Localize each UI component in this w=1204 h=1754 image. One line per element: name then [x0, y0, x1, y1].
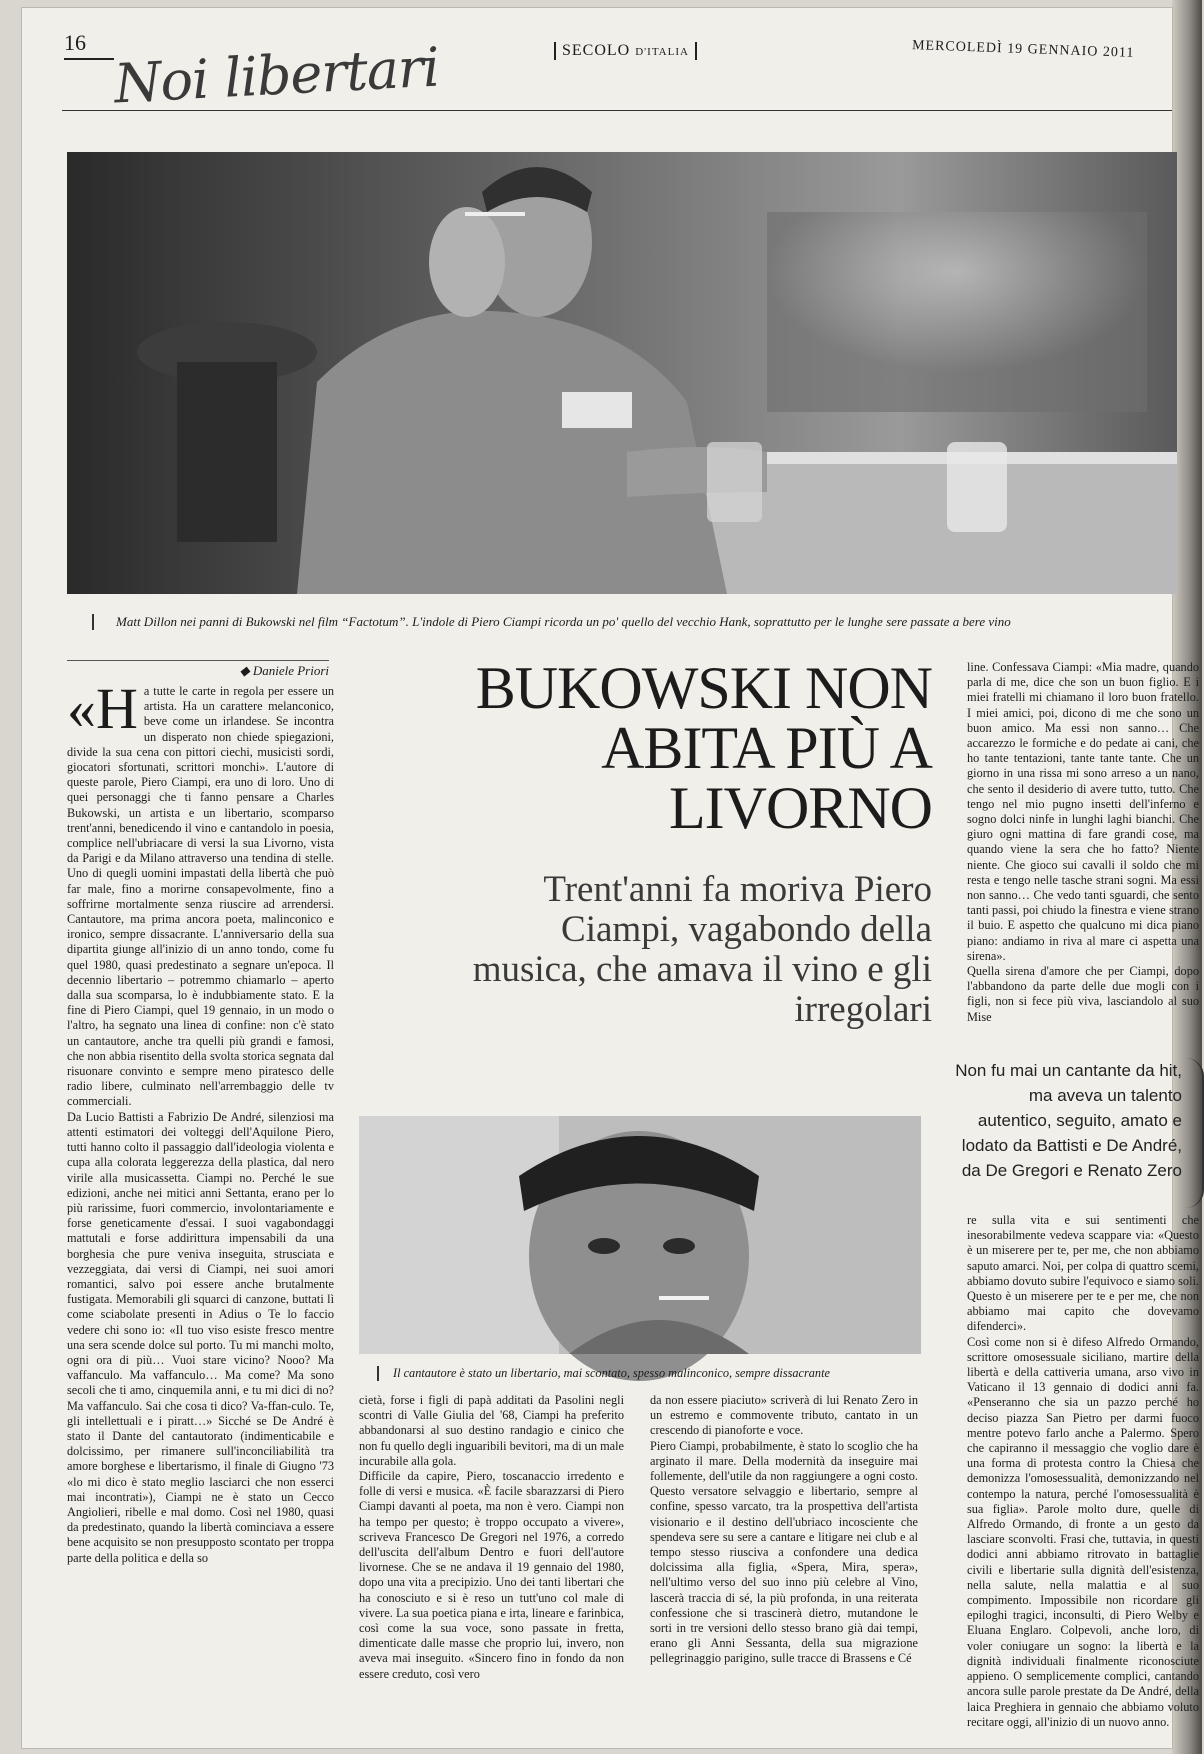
article-column-1: [67, 676, 334, 1744]
newspaper-page: [22, 8, 1199, 1748]
dropcap: «H: [67, 676, 138, 741]
pull-quote: [952, 1058, 1200, 1183]
newspaper-name-main: SECOLO: [562, 42, 631, 59]
photo-piero-ciampi: [359, 1116, 921, 1354]
header-rule: [62, 110, 1172, 111]
page-number: 16: [64, 30, 86, 55]
author-name: Daniele Priori: [252, 663, 329, 678]
article-text-col4a: line. Confessava Ciampi: «Mia madre, quando parla di me, dice che son un buon figlio. E i miei fratelli mi chiamano il loro buon fratello. I miei amici, poi, dicono di me che sono un buon amico. Ma essi non sanno… Che accarezzo le formiche e do pedate ai cani, che ho tante tentazioni, tante tante tante. Che un giorno in una rissa mi sono arreso a un nano, che sento il desiderio di avere tutto, tutto. Che tengo nel mio pugno insetti dell'inferno e sogno dolci ninfe in lunghi laghi bianchi. Che giuro ogni mattina di fare grandi cose, ma quando viene la sera che ho fatto? Niente niente. Che gioco sui cavalli il soldo che mi resta e tengo nelle tasche strani sogni. Ma essi non sanno… Che vedo tanti sguardi, che sento tanti passi, poi chiudo la finestra e viene strano il buio. E aspetto che qualcuno mi dica piano piano: andiamo in riva al mare ci aspetta una sirena». Quella sirena d'amore che per Ciampi, dopo l'abbandono da parte delle due mogli con i figli, non si fece più viva, lasciandolo al suo Mise: [967, 660, 1199, 1024]
page-number-rule: [64, 58, 114, 60]
subheadline: Trent'anni fa moriva Piero Ciampi, vagabondo della musica, che amava il vino e gli irregolari: [472, 869, 932, 1030]
newspaper-name-suffix: D'ITALIA: [635, 46, 689, 58]
article-column-3: [650, 1393, 918, 1743]
headline: BUKOWSKI NON ABITA PIÙ A LIVORNO: [475, 655, 932, 841]
article-text-col1: a tutte le carte in regola per essere un artista. Ha un carattere melanconico, beve come un irlandese. Se incontra un disperato non chiede spiegazioni, divide la sua cena con pittori ciechi, musicisti sordi, giocatori sfortunati, scrittori monchi». L'autore di queste parole, Piero Ciampi, era uno di loro. Uno di quei personaggi che ti fanno pensare a Charles Bukowski, un artista e un libertario, scomparso trent'anni, benedicendo il vino e cantandolo in poesia, complice nell'ubriacare di versi la sua Livorno, vista da Parigi e da Milano attraverso una tendina di stelle. Uno di quegli uomini impastati della libertà che può far male, fino a morirne consapevolmente, fino a soffrirne mortalmente senza riuscire ad arrendersi. Cantautore, ma prima ancora poeta, malinconico e ironico, sempre dissacrante. L'anniversario della sua dipartita giunge all'inizio di un anno tondo, come fu quel 1980, quasi predestinato a segnare un'epoca. Il decennio libertario – potremmo chiamarlo – aperto dalla sua scomparsa, lo è indubbiamente stato. E la fine di Piero Ciampi, quel 19 gennaio, in un modo o l'altro, ha segnato una linea di confine: non c'è stato un cantautore, anche tra quelli più grandi e famosi, che non abbia risentito della svolta storica segnata dal risuonare convinto e sempre meno piratesco delle radio libere, culminato nell'arrembaggio delle tv commerciali. Da Lucio Battisti a Fabrizio De André, silenziosi ma attenti estimatori dei volteggi dell'Aquilone Piero, tutti hanno colto il passaggio dall'ideologia violenta e cupa alla colorata leggerezza della plastica, dal nero virile alla musicassetta. Ciampi no. Perché le sue edizioni, anche nei mitici anni Settanta, erano per lo più rarissime, fuori commercio, involontariamente e forse geneticamente d'essai. I suoi vagabondaggi mattutali e forse addirittura impensabili da una borghesia che pure veniva inseguita, strusciata e vezzeggiata, dai versi di Ciampi, nei suoi amori romantici, salvo poi essere anche brutalmente fustigata. Memorabili gli squarci di canzone, buttati lì come sciabolate presenti in Adius o Te lo faccio vedere chi sono io: «Il tuo viso esiste fresco mentre una sera scende dolce sul porto. Tu mi manchi molto, ogni ora di più… Vuoi stare vicino? Nooo? Ma vaffanculo. Ma vaffanculo… Ma come? Ma sono secoli che ti amo, cinquemila anni, e tu mi dici di no? Ma vaffanculo. Sai che cosa ti dico? Va-ffan-culo. Te, gli intellettuali e i piratt…» Sicché se De André è stato il Dante del cantautorato (indimenticabile e dolcissimo, per rimanere sull'inconciliabilità tra amore borghese e libertarismo, il finale di Giugno '73 «lo mi dico è stato meglio lasciarci che non esserci mai incontrati»), Ciampi ne è stato un Cecco Angiolieri, ribelle e mal domo. Così nel 1980, quasi da predestinato, quando la libertà cominciava a essere bene acquisito se non presupposto scontato per troppa parte della politica e della so: [67, 684, 334, 1565]
photo-matt-dillon: [67, 152, 1177, 594]
pull-quote-text: Non fu mai un cantante da hit, ma aveva un talento autentico, seguito, amato e lodato da Battisti e De André, da De Gregori e Renato Zero: [955, 1061, 1182, 1180]
article-column-4-bottom: [967, 1213, 1199, 1743]
pull-quote-bracket: [1186, 1058, 1204, 1208]
article-text-col4b: re sulla vita e sui sentimenti che inesorabilmente vedeva scappare via: «Questo è un miserere per te, per me, che non abbiamo saputo amarci. Noi, per colpa di quattro scemi, abbiamo dovuto subire l'equivoco e siamo soli. Questo è un miserere per te e per me, che non abbiamo mai capito che dovevamo difenderci». Così come non si è difeso Alfredo Ormando, scrittore omosessuale siciliano, martire della libertà e della cattiveria umana, arso vivo in Vaticano il 13 gennaio di dodici anni fa. «Penseranno che sia un pazzo perché ho deciso piazza San Pietro per darmi fuoco mentre potevo farlo anche a Palermo. Spero che capiranno il messaggio che voglio dare è una forma di protesta contro la Chiesa che demonizza l'omosessualità, demonizzando nel contempo la natura, perché l'omosessualità è sua figlia». Parole molto dure, quelle di Alfredo Ormando, di fronte a un gesto da lasciare sconvolti. Frasi che, tuttavia, in questi dodici anni abbiamo ritrovato in battaglie civili e libertarie sulla dignità dell'esistenza, nella salute, nella malattia e al suo compimento. Impossibile non ricordare gli epiloghi tragici, inconsulti, di Piero Welby e Eluana Englaro. Colpevoli, anche loro, di voler coniugare un sogno: la libertà e la dignità individuali finalmente riconosciute appieno. O semplicemente complici, cantando ancora sulle parole prestate da De André, della laica Preghiera in gennaio che abbiamo voluto recitare oggi, all'inizio di un nuovo anno.: [967, 1213, 1199, 1729]
section-title: Noi libertari: [112, 35, 441, 116]
author-byline: ◆ Daniele Priori: [67, 660, 329, 679]
article-column-4-top: [967, 660, 1199, 1024]
article-text-col3: da non essere piaciuto» scriverà di lui Renato Zero in un estremo e commovente tributo, cantato in un crescendo di pianoforte e voce. Piero Ciampi, probabilmente, è stato lo scoglio che ha arginato il mare. Della modernità da inseguire mai follemente, dell'utile da non raggiungere a ogni costo. Questo versatore selvaggio e libertario, sempre al confine, spesso varcato, tra la prospettiva dell'artista visionario e il destino dell'ubriaco incosciente che spendeva sere su sere a cantare e litigare nei club e al tempo stesso riusciva a confondere una dedica dolcissima alla figlia, «Spera, Mira, spera», nell'ultimo verso del suo inno più celebre al Vino, lascerà traccia di sé, la più profonda, in una reiterata confessione che si trascinerà dietro, mutandone le sorti in tre versioni dello stesso brano già dai tempi, erano gli Anni Sessanta, della sua migrazione pellegrinaggio parigino, sulle tracce di Brassens e Cé: [650, 1393, 918, 1666]
page-header: [44, 22, 1174, 114]
photo2-caption: Il cantautore è stato un libertario, mai scontato, spesso malinconico, sempre dissacrante: [377, 1366, 938, 1381]
photo1-caption: Matt Dillon nei panni di Bukowski nel film “Factotum”. L'indole di Piero Ciampi ricorda un po' quello del vecchio Hank, soprattutto per le lunghe sere passate a bere vino: [92, 614, 1186, 630]
article-text-col2: cietà, forse i figli di papà additati da Pasolini negli scontri di Valle Giulia del '68, Ciampi ha preferito abbandonarsi al suo destino randagio e cinico che non fu quello degli inguaribili bevitori, ma di un male incurabile alla gola. Difficile da capire, Piero, toscanaccio irredento e folle di versi e musica. «È facile sbarazzarsi di Piero Ciampi davanti al poeta, ma non è vero. Ciampi non ha tempo per questo; è troppo occupato a vivere», scriveva Francesco De Gregori nel 1976, a corredo dell'uscita dell'album Dentro e fuori dell'autore livornese. Che se ne andava il 19 gennaio del 1980, dopo una vita a precipizio. Uno dei tanti libertari che ha conosciuto e si è reso un tutt'uno col male di vivere. La sua poetica piana e irta, lineare e farinbica, così come la sua voce, sono passate in fretta, dimenticate dalle masse che proprio lui, invero, non aveva mai inseguito. «Sincero fino in fondo da non essere creduto, così vero: [359, 1393, 625, 1681]
newspaper-name: [554, 42, 697, 60]
issue-date: MERCOLEDÌ 19 GENNAIO 2011: [911, 38, 1135, 61]
article-column-2: [359, 1393, 624, 1743]
